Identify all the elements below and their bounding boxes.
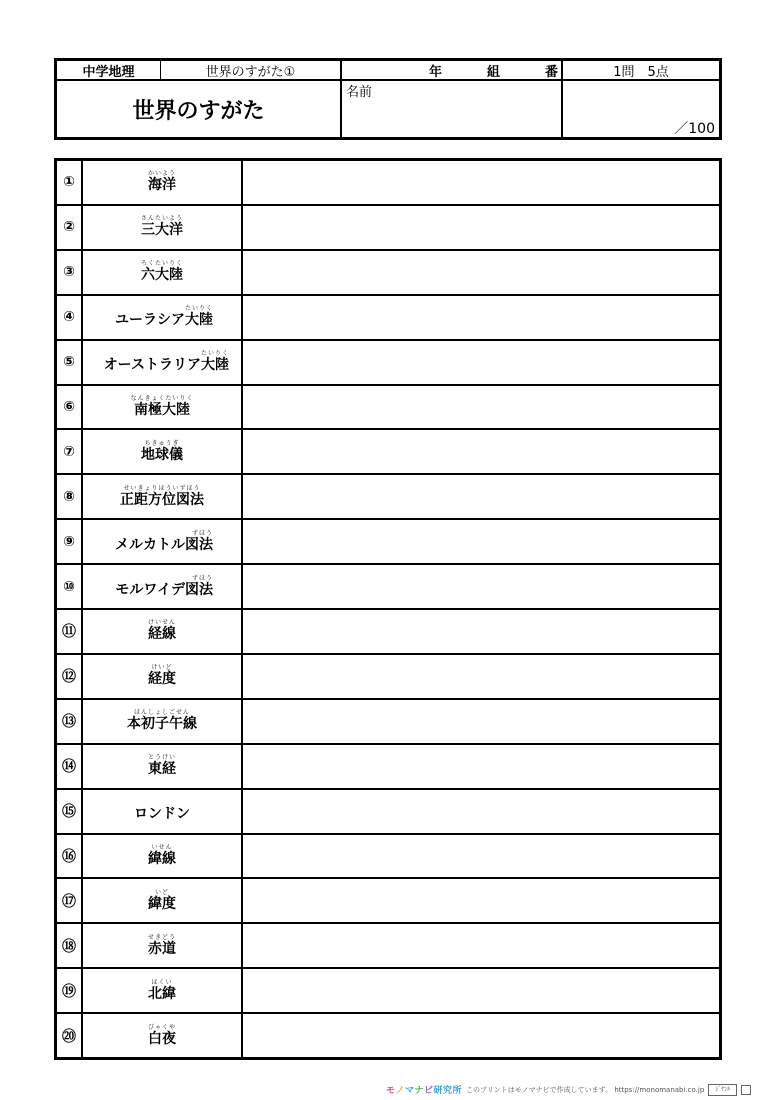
furigana: ちきゅうぎ (144, 439, 180, 447)
furigana: いど (154, 888, 169, 896)
term-text: ユーラシア大陸 (115, 312, 213, 329)
table-row (57, 475, 719, 518)
term-text: 北緯 (148, 985, 176, 1002)
term-cell (83, 251, 241, 294)
unit-label: 世界のすがた① (205, 64, 296, 80)
worksheet-title: 世界のすがた (132, 98, 265, 124)
question-number: ⑧ (63, 488, 75, 505)
question-number: ⑦ (63, 443, 75, 460)
term-text: ロンドン (134, 806, 190, 823)
question-number: ⑬ (62, 714, 76, 731)
answer-cell[interactable] (243, 206, 719, 249)
answer-cell[interactable] (243, 520, 719, 563)
term-cell (83, 924, 241, 967)
number-label: 番 (545, 64, 559, 80)
question-number: ⑱ (62, 938, 76, 955)
answer-cell[interactable] (243, 655, 719, 698)
furigana: ほくい (151, 978, 173, 986)
question-number: ⑩ (63, 578, 75, 595)
name-field-label: 名前 (346, 84, 373, 100)
term-cell (83, 475, 241, 518)
furigana: せいきょりほういずほう (123, 484, 201, 492)
question-number: ⑰ (62, 893, 76, 910)
worksheet-header (54, 58, 722, 140)
term-text: 三大洋 (141, 222, 183, 239)
term-text: 正距方位図法 (120, 491, 204, 508)
term-text: 地球儀 (141, 446, 183, 463)
term-cell (83, 610, 241, 653)
furigana: ずほう (191, 574, 213, 582)
term-cell (83, 161, 241, 204)
question-number: ④ (63, 309, 75, 326)
answer-cell[interactable] (243, 475, 719, 518)
table-row (57, 745, 719, 788)
furigana: とうけい (147, 754, 176, 762)
table-row (57, 610, 719, 653)
table-row (57, 565, 719, 608)
table-row (57, 924, 719, 967)
answer-cell[interactable] (243, 924, 719, 967)
year-label: 年 (429, 64, 443, 80)
term-text: 経度 (148, 671, 176, 688)
table-row (57, 430, 719, 473)
answer-cell[interactable] (243, 610, 719, 653)
term-cell (83, 430, 241, 473)
question-number: ⑥ (63, 398, 75, 415)
table-row (57, 386, 719, 429)
question-number: ③ (63, 264, 75, 281)
term-text: メルカトル図法 (115, 536, 213, 553)
term-cell (83, 790, 241, 833)
term-cell (83, 835, 241, 878)
answer-cell[interactable] (243, 835, 719, 878)
table-row (57, 161, 719, 204)
table-row (57, 206, 719, 249)
table-row (57, 969, 719, 1012)
question-number: ⑳ (62, 1028, 76, 1045)
furigana: ずほう (191, 529, 213, 537)
points-label: 1問 5点 (613, 64, 669, 80)
term-cell (83, 879, 241, 922)
table-row (57, 296, 719, 339)
term-text: 南極大陸 (134, 401, 190, 418)
brand-logo: モノマナビ研究所 (386, 1086, 462, 1096)
name-field[interactable] (342, 81, 561, 137)
furigana: せきどう (147, 933, 176, 941)
question-number: ⑭ (62, 759, 76, 776)
answer-cell[interactable] (243, 341, 719, 384)
question-table (54, 158, 722, 1060)
table-row (57, 251, 719, 294)
term-text: 本初子午線 (127, 716, 197, 733)
furigana: たいりく (184, 305, 213, 313)
term-cell (83, 745, 241, 788)
footer (386, 1083, 751, 1096)
furigana: びゃくや (147, 1023, 176, 1031)
answer-cell[interactable] (243, 430, 719, 473)
question-number: ⑯ (62, 848, 76, 865)
answer-cell[interactable] (243, 251, 719, 294)
term-text: 経線 (148, 626, 176, 643)
table-row (57, 655, 719, 698)
qr-icon (741, 1085, 751, 1095)
term-text: 赤道 (148, 940, 176, 957)
question-number: ① (63, 174, 75, 191)
answer-cell[interactable] (243, 296, 719, 339)
question-number: ② (63, 219, 75, 236)
footer-text: このプリントはモノマナビで作成しています。 https://monomanabi.co.jp (466, 1085, 705, 1094)
furigana: たいりく (200, 350, 229, 358)
question-number: ⑪ (62, 624, 76, 641)
table-row (57, 341, 719, 384)
score-total: ／100 (674, 121, 715, 137)
answer-cell[interactable] (243, 790, 719, 833)
term-text: 緯線 (148, 850, 176, 867)
furigana: かいよう (147, 170, 176, 178)
table-row (57, 835, 719, 878)
table-row (57, 879, 719, 922)
answer-cell[interactable] (243, 565, 719, 608)
term-cell (83, 969, 241, 1012)
question-number: ⑫ (62, 669, 76, 686)
term-text: 海洋 (148, 177, 176, 194)
answer-cell[interactable] (243, 745, 719, 788)
furigana: ほんしょしごせん (133, 709, 190, 717)
question-number: ⑨ (63, 533, 75, 550)
term-cell (83, 1014, 241, 1057)
furigana: なんきょくたいりく (130, 394, 194, 402)
term-cell (83, 520, 241, 563)
term-text: オーストラリア大陸 (103, 357, 229, 374)
term-text: 緯度 (148, 895, 176, 912)
footer-badge: ｼﾞﾔﾝﾙ (708, 1084, 737, 1096)
term-cell (83, 700, 241, 743)
furigana: いせん (151, 843, 173, 851)
answer-cell[interactable] (243, 700, 719, 743)
class-label: 組 (487, 64, 501, 80)
question-number: ⑤ (63, 354, 75, 371)
term-text: モルワイデ図法 (115, 581, 213, 598)
furigana: けいど (151, 664, 173, 672)
answer-cell[interactable] (243, 161, 719, 204)
term-text: 六大陸 (141, 267, 183, 284)
term-cell (83, 386, 241, 429)
table-row (57, 1014, 719, 1057)
term-text: 白夜 (148, 1030, 176, 1047)
question-number: ⑮ (62, 804, 76, 821)
table-row (57, 520, 719, 563)
term-cell (83, 565, 241, 608)
term-cell (83, 206, 241, 249)
furigana: さんたいよう (140, 215, 183, 223)
furigana: ろくたいりく (140, 260, 183, 268)
question-number: ⑲ (62, 983, 76, 1000)
term-cell (83, 655, 241, 698)
term-cell (83, 341, 241, 384)
furigana: けいせん (147, 619, 176, 627)
term-cell (83, 296, 241, 339)
answer-cell[interactable] (243, 386, 719, 429)
answer-cell[interactable] (243, 879, 719, 922)
answer-cell[interactable] (243, 969, 719, 1012)
subject-label: 中学地理 (82, 64, 135, 80)
term-text: 東経 (148, 761, 176, 778)
table-row (57, 700, 719, 743)
table-row (57, 790, 719, 833)
answer-cell[interactable] (243, 1014, 719, 1057)
